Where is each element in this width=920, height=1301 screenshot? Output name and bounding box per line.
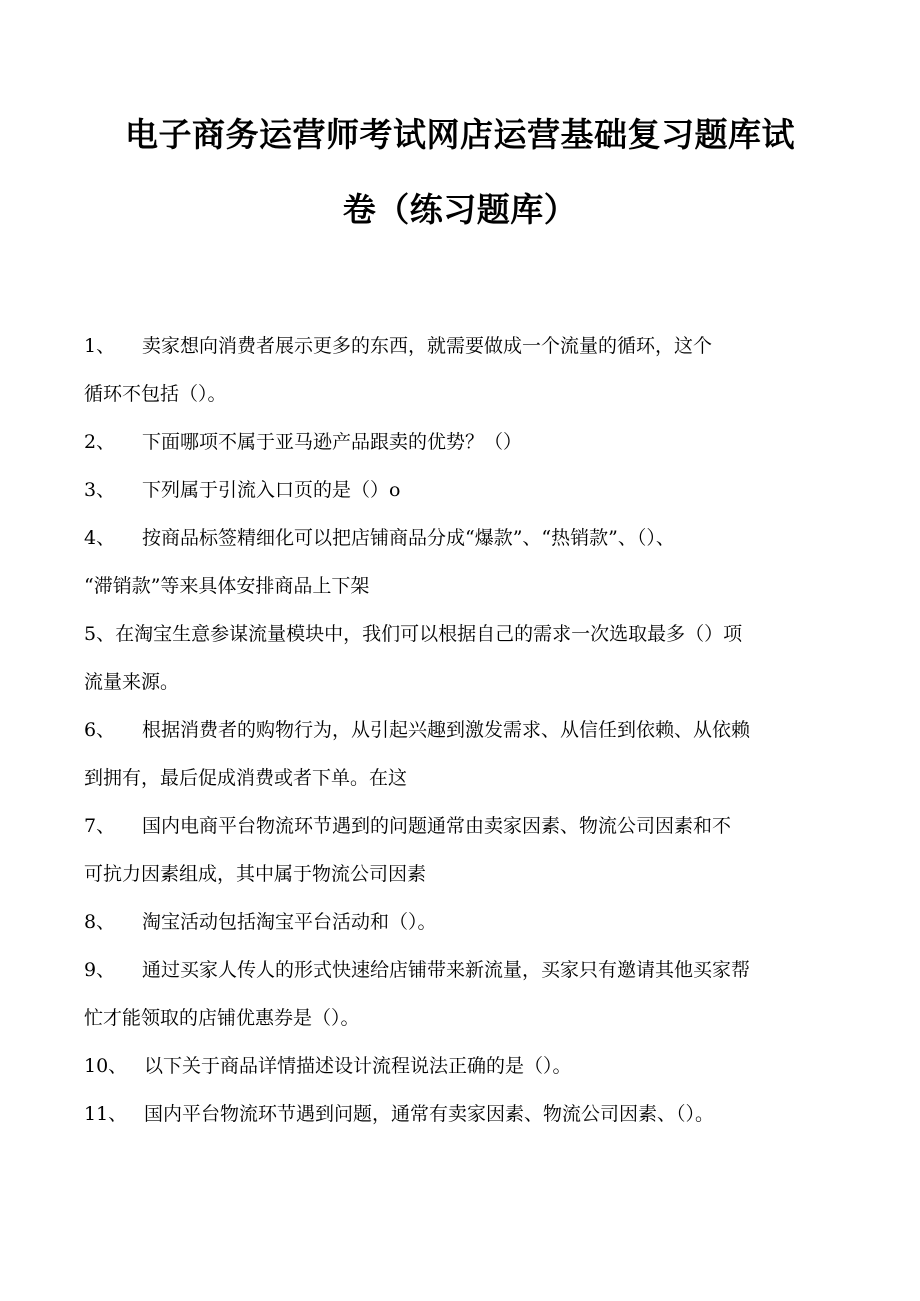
question-list — [84, 322, 836, 1138]
question-text-line-1: 以下关于商品详情描述设计流程说法正确的是（）。 — [144, 1055, 572, 1077]
question-number: 11、 — [84, 1103, 128, 1125]
question-text-line-1: 下面哪项不属于亚马逊产品跟卖的优势？（） — [142, 431, 523, 453]
question-number: 8、 — [84, 911, 116, 933]
question-item — [84, 322, 836, 418]
question-number: 2、 — [84, 431, 116, 453]
question-text-line-1: 根据消费者的购物行为，从引起兴趣到激发需求、从信任到依赖、从依赖 — [142, 719, 751, 741]
question-text-line-1: 国内电商平台物流环节遇到的问题通常由卖家因素、物流公司因素和不 — [142, 815, 732, 837]
question-number: 5、 — [84, 623, 116, 645]
question-number: 6、 — [84, 719, 116, 741]
question-item — [84, 610, 836, 706]
question-text-line-2: 忙才能领取的店铺优惠券是（）。 — [84, 1007, 360, 1029]
question-text-line-2: “滞销款”等来具体安排商品上下架 — [84, 575, 370, 597]
question-text-line-1: 通过买家人传人的形式快速给店铺带来新流量，买家只有邀请其他买家帮 — [142, 959, 751, 981]
question-number: 3、 — [84, 479, 116, 501]
question-item — [84, 706, 836, 802]
question-text-line-1: 下列属于引流入口页的是（）o — [142, 479, 401, 501]
question-text-line-1: 国内平台物流环节遇到问题，通常有卖家因素、物流公司因素、（）。 — [144, 1103, 715, 1125]
question-number: 1、 — [84, 335, 116, 357]
question-item — [84, 1090, 836, 1138]
question-item — [84, 946, 836, 1042]
question-text-line-2: 流量来源。 — [84, 671, 180, 693]
question-text-line-1: 在淘宝生意参谋流量模块中，我们可以根据自己的需求一次选取最多（）项 — [115, 623, 743, 645]
question-item — [84, 1042, 836, 1090]
question-item — [84, 898, 836, 946]
question-text-line-2: 到拥有，最后促成消费或者下单。在这 — [84, 767, 408, 789]
question-item — [84, 418, 836, 466]
question-text-line-2: 循环不包括（）。 — [84, 383, 227, 405]
question-number: 10、 — [84, 1055, 128, 1077]
question-item — [84, 802, 836, 898]
question-text-line-1: 按商品标签精细化可以把店铺商品分成“爆款”、“热销款”、（）、 — [142, 527, 675, 549]
question-item — [84, 514, 836, 610]
question-item — [84, 466, 836, 514]
question-number: 9、 — [84, 959, 116, 981]
question-text-line-1: 淘宝活动包括淘宝平台活动和（）。 — [142, 911, 437, 933]
question-text-line-2: 可抗力因素组成，其中属于物流公司因素 — [84, 863, 427, 885]
document-title-line-2: 卷（练习题库） — [342, 190, 578, 229]
question-number: 7、 — [84, 815, 116, 837]
document-title-line-1: 电子商务运营师考试网店运营基础复习题库试 — [125, 115, 795, 154]
question-text-line-1: 卖家想向消费者展示更多的东西，就需要做成一个流量的循环，这个 — [142, 335, 713, 357]
question-number: 4、 — [84, 527, 116, 549]
